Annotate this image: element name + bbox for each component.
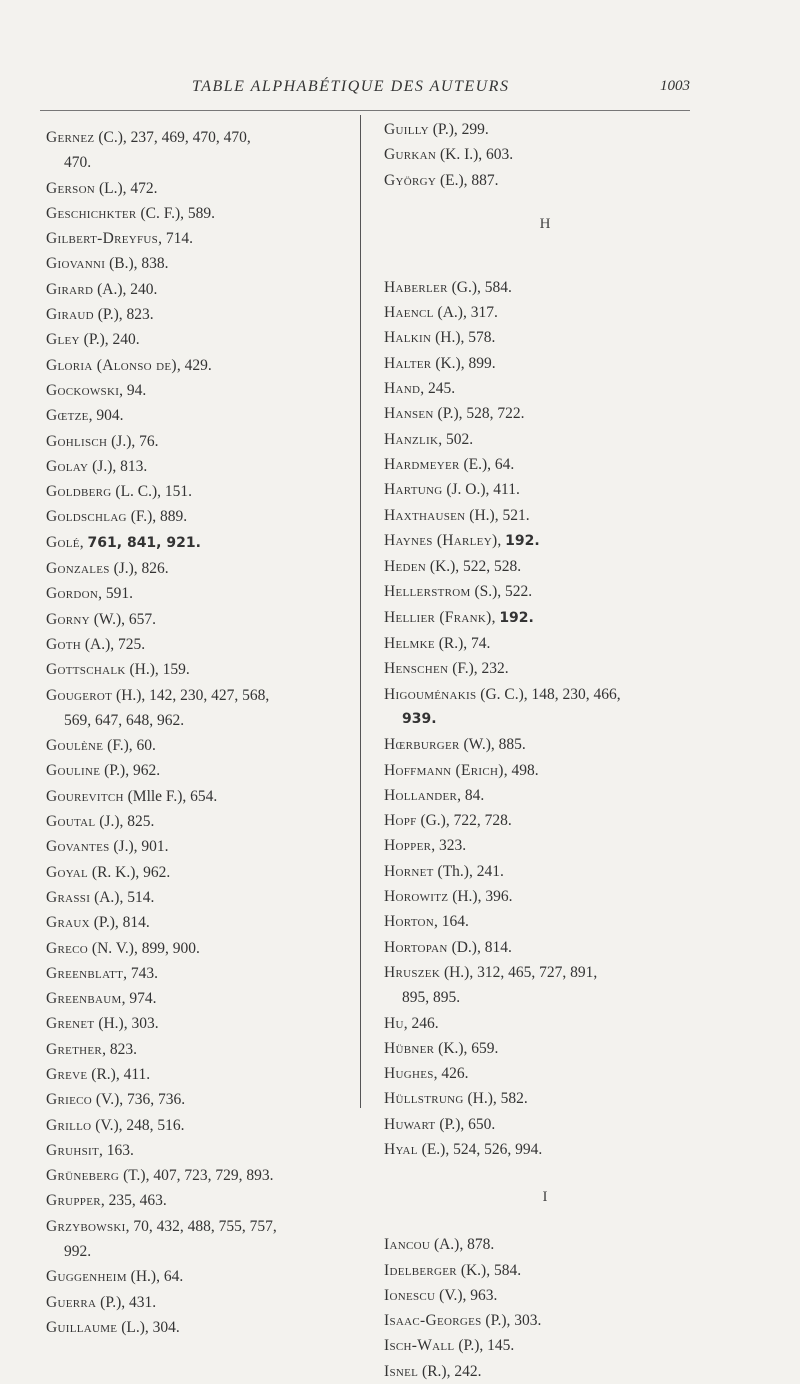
index-entry [384, 579, 706, 604]
bold-page-references: 761, 841, 921. [87, 534, 201, 551]
author-name: Hu [384, 1014, 404, 1032]
index-entry [384, 1061, 706, 1086]
page-references: (R. K.), 962. [88, 863, 171, 881]
author-name: Isch-Wall [384, 1337, 455, 1355]
author-name: György [384, 171, 437, 189]
index-entry [384, 427, 706, 452]
author-name: Gernez [46, 129, 95, 146]
page-references: (P.), 814. [89, 914, 150, 932]
page-references: (F.), 60. [103, 737, 156, 755]
index-entry [46, 125, 346, 176]
page-references: , 323. [431, 837, 467, 855]
page-references: (J.), 76. [107, 432, 159, 450]
left-column [46, 125, 346, 1340]
page-references: (P.), 650. [435, 1115, 496, 1133]
page-references: (E.), 64. [459, 455, 515, 473]
page-references: (P.), 145. [454, 1337, 515, 1355]
page-references: (V.), 963. [435, 1286, 498, 1304]
page-references: , [79, 533, 88, 551]
page-references: , 235, 463. [100, 1192, 167, 1210]
author-name: Isnel [384, 1362, 419, 1380]
page-references: (G.), 722, 728. [416, 812, 512, 830]
index-entry [384, 909, 706, 934]
author-name: Grieco [46, 1091, 92, 1109]
page-references: , 429. [176, 356, 212, 374]
author-name: Hopf [384, 812, 417, 830]
author-name: Haberler [384, 278, 448, 296]
index-entry [384, 859, 706, 884]
page-references: (F.), 232. [448, 660, 509, 678]
index-entry [384, 935, 706, 960]
index-entry [46, 327, 346, 352]
index-entry [384, 477, 706, 502]
index-entry [384, 503, 706, 528]
author-name: Helmke [384, 635, 435, 653]
page-references: (R.), 74. [434, 635, 491, 653]
continued-references: 895, 895. [402, 989, 461, 1007]
index-entry [46, 910, 346, 935]
index-entry [46, 1062, 346, 1087]
author-name: Hand [384, 380, 421, 398]
index-entry [46, 657, 346, 682]
page-references: (P.), 962. [100, 762, 161, 780]
author-name: Grupper [46, 1192, 101, 1210]
header-rule [40, 110, 690, 111]
page-references: (A.), 725. [81, 635, 146, 653]
author-name: Greenblatt [46, 964, 124, 982]
index-entry [46, 251, 346, 276]
index-entry [384, 682, 706, 733]
page-references: (Th.), 241. [433, 862, 504, 880]
i-entries [384, 1232, 706, 1384]
index-entry [46, 1290, 346, 1315]
index-entry [384, 168, 706, 193]
author-name: Gerson [46, 179, 96, 197]
author-name: Isaac-Georges [384, 1312, 482, 1330]
index-entry [46, 302, 346, 327]
author-name: Haynes (Harley) [384, 531, 498, 549]
author-name: Goyal [46, 863, 89, 881]
author-name: Girard [46, 280, 94, 298]
page-references: (A.), 317. [433, 304, 498, 322]
author-name: Hansen [384, 405, 434, 423]
g-entries-continued [384, 117, 706, 193]
page-references: (H.), 159. [125, 661, 190, 679]
index-entry [46, 556, 346, 581]
index-entry [46, 1011, 346, 1036]
page-references: (H.), 142, 230, 427, 568, [112, 686, 270, 704]
index-entry [46, 1214, 346, 1265]
index-entry [46, 1087, 346, 1112]
index-entry [46, 1188, 346, 1213]
author-name: Gordon [46, 585, 99, 603]
continued-references: 569, 647, 648, 962. [64, 711, 185, 729]
author-name: Halkin [384, 329, 432, 347]
index-entry [384, 401, 706, 426]
index-entry [46, 504, 346, 529]
author-name: Greenbaum [46, 990, 122, 1008]
author-name: Grether [46, 1040, 103, 1058]
index-entry [384, 732, 706, 757]
author-name: Greco [46, 939, 89, 957]
index-entry [46, 1163, 346, 1188]
author-name: Ionescu [384, 1286, 436, 1304]
author-name: Hollander [384, 786, 458, 804]
author-name: Haxthausen [384, 506, 466, 524]
page-references: , 84. [457, 786, 485, 804]
index-entry [46, 277, 346, 302]
author-name: Heden [384, 558, 427, 576]
index-entry [384, 452, 706, 477]
author-name: Hornet [384, 862, 434, 880]
index-entry [46, 581, 346, 606]
author-name: Giraud [46, 306, 94, 324]
index-entry [384, 1112, 706, 1137]
index-entry [384, 554, 706, 579]
index-entry [46, 176, 346, 201]
page-references: (J.), 813. [88, 457, 148, 475]
page-references: (P.), 528, 722. [433, 405, 525, 423]
author-name: Greve [46, 1065, 88, 1083]
index-entry [384, 300, 706, 325]
index-entry [46, 226, 346, 251]
author-name: Guerra [46, 1293, 97, 1311]
author-name: Goldberg [46, 483, 112, 501]
section-letter-i: I [542, 1189, 548, 1206]
author-name: Hruszek [384, 963, 441, 981]
page-references: (L.), 304. [117, 1318, 180, 1336]
author-name: Hübner [384, 1039, 435, 1057]
index-entry [384, 142, 706, 167]
author-name: Higouménakis [384, 685, 477, 703]
index-entry [384, 783, 706, 808]
page-references: , 94. [119, 381, 147, 399]
page-references: (P.), 823. [93, 306, 154, 324]
page-references: (G.), 584. [447, 278, 512, 296]
author-name: Golay [46, 457, 89, 475]
page-references: (Mlle F.), 654. [123, 787, 218, 805]
page-references: (R.), 242. [418, 1362, 482, 1380]
index-entry [384, 1086, 706, 1111]
page-references: (J.), 901. [109, 838, 169, 856]
page-references: (H.), 578. [431, 329, 496, 347]
author-name: Hœrburger [384, 736, 460, 754]
page-references: (A.), 240. [93, 280, 158, 298]
author-name: Goulène [46, 737, 104, 755]
index-entry [384, 117, 706, 142]
index-entry [46, 809, 346, 834]
page-references: (L.), 472. [95, 179, 158, 197]
index-entry [384, 1258, 706, 1283]
page-references: , 591. [98, 585, 133, 603]
index-entry [46, 607, 346, 632]
index-entry [46, 784, 346, 809]
page-references: (C. F.), 589. [136, 204, 215, 222]
page-references: (P.), 431. [96, 1293, 157, 1311]
index-entry [46, 986, 346, 1011]
index-entry [46, 378, 346, 403]
author-name: Hellier (Frank) [384, 608, 492, 626]
index-entry [384, 1036, 706, 1061]
bold-page-references: 192. [505, 532, 540, 549]
author-name: Goth [46, 635, 82, 653]
index-entry [384, 758, 706, 783]
author-name: Grassi [46, 888, 91, 906]
author-name: Guillaume [46, 1318, 118, 1336]
page-references: (H.), 582. [463, 1090, 528, 1108]
page-references: (B.), 838. [105, 255, 169, 273]
author-name: Gockowski [46, 381, 120, 399]
page-references: (H.), 312, 465, 727, 891, [440, 963, 598, 981]
index-entry [46, 632, 346, 657]
author-name: Hyal [384, 1140, 418, 1158]
index-entry [46, 1113, 346, 1138]
page-references: (J. O.), 411. [442, 481, 520, 499]
page-references: , 70, 432, 488, 755, 757, [125, 1217, 277, 1235]
index-entry [46, 530, 346, 556]
page-references: , 743. [123, 964, 159, 982]
author-name: Gottschalk [46, 661, 126, 679]
page-references: (V.), 736, 736. [92, 1091, 186, 1109]
author-name: Gilbert-Dreyfus [46, 230, 159, 248]
page-references: (F.), 889. [126, 508, 188, 526]
author-name: Grenet [46, 1015, 95, 1033]
page-references: (K.), 899. [431, 354, 496, 372]
author-name: Gœtze [46, 407, 89, 425]
index-entry [46, 353, 346, 378]
author-name: Gourevitch [46, 787, 124, 805]
index-entry [384, 275, 706, 300]
author-name: Giovanni [46, 255, 106, 273]
author-name: Huwart [384, 1115, 436, 1133]
page-references: (A.), 514. [90, 888, 155, 906]
right-column [384, 117, 706, 1384]
page-references: (E.), 887. [436, 171, 499, 189]
index-entry [46, 454, 346, 479]
bold-page-references: 192. [499, 609, 534, 626]
index-entry [46, 758, 346, 783]
index-entry [384, 528, 706, 554]
author-name: Gougerot [46, 686, 113, 704]
author-name: Grzybowski [46, 1217, 126, 1235]
index-entry [384, 1011, 706, 1036]
author-name: Grillo [46, 1116, 92, 1134]
page-references: (H.), 303. [94, 1015, 159, 1033]
author-name: Gruhsit [46, 1141, 100, 1159]
page-references: (W.), 885. [459, 736, 526, 754]
index-entry [46, 403, 346, 428]
index-entry [384, 808, 706, 833]
author-name: Gonzales [46, 560, 110, 578]
index-entry [384, 1137, 706, 1162]
index-entry [384, 351, 706, 376]
author-name: Gouline [46, 762, 101, 780]
author-name: Goldschlag [46, 508, 127, 526]
index-entry [384, 960, 706, 1011]
page-references: (H.), 64. [126, 1268, 184, 1286]
index-entry [384, 631, 706, 656]
author-name: Hoffmann (Erich) [384, 761, 504, 779]
page-references: (S.), 522. [470, 583, 533, 601]
author-name: Hortopan [384, 938, 448, 956]
author-name: Hellerstrom [384, 583, 471, 601]
index-entry [384, 605, 706, 631]
index-entry [384, 376, 706, 401]
page-references: , 163. [99, 1141, 134, 1159]
index-entry [384, 1333, 706, 1358]
index-entry [46, 860, 346, 885]
index-entry [384, 1283, 706, 1308]
author-name: Horton [384, 913, 435, 931]
page-references: , 164. [434, 913, 469, 931]
page-references: (D.), 814. [447, 938, 512, 956]
page-title: TABLE ALPHABÉTIQUE DES AUTEURS [192, 78, 510, 95]
index-entry [384, 1308, 706, 1333]
page-references: , 502. [438, 430, 474, 448]
index-entry [384, 833, 706, 858]
author-name: Hanzlik [384, 430, 439, 448]
index-entry [384, 325, 706, 350]
page-references: (L. C.), 151. [111, 483, 193, 501]
index-entry [384, 1359, 706, 1384]
running-header [40, 78, 690, 102]
author-name: Grüneberg [46, 1167, 120, 1185]
author-name: Iancou [384, 1236, 431, 1254]
page-number: 1003 [660, 78, 690, 94]
page-references: (J.), 825. [95, 813, 155, 831]
index-entry [46, 885, 346, 910]
author-name: Govantes [46, 838, 110, 856]
index-entry [46, 429, 346, 454]
author-name: Halter [384, 354, 432, 372]
page-references: , [491, 608, 500, 626]
page-references: (P.), 303. [481, 1312, 542, 1330]
index-entry [46, 1138, 346, 1163]
index-entry [46, 1264, 346, 1289]
author-name: Idelberger [384, 1261, 457, 1279]
page-references: , 714. [158, 230, 193, 248]
section-letter-h: H [539, 215, 551, 232]
page-references: (N. V.), 899, 900. [88, 939, 200, 957]
author-name: Graux [46, 914, 90, 932]
index-entry [46, 1037, 346, 1062]
index-entry [46, 834, 346, 859]
page-references: , 498. [503, 761, 539, 779]
author-name: Geschichkter [46, 204, 137, 222]
author-name: Hughes [384, 1065, 434, 1083]
page-references: , 974. [121, 990, 157, 1008]
page-references: (A.), 878. [430, 1236, 495, 1254]
index-entry [46, 201, 346, 226]
author-name: Gohlisch [46, 432, 108, 450]
author-name: Gurkan [384, 146, 437, 164]
page-references: (K.), 659. [434, 1039, 499, 1057]
page-references: (K. I.), 603. [436, 146, 514, 164]
page-references: (K.), 584. [456, 1261, 522, 1279]
page-references: (P.), 299. [428, 121, 489, 138]
page-references: , 246. [403, 1014, 439, 1032]
author-name: Goutal [46, 813, 96, 831]
author-name: Gloria (Alonso de) [46, 356, 177, 374]
author-name: Guggenheim [46, 1268, 127, 1286]
index-entry [46, 1315, 346, 1340]
index-entry [384, 1232, 706, 1257]
page-references: (T.), 407, 723, 729, 893. [119, 1167, 274, 1185]
author-name: Horowitz [384, 888, 449, 906]
page-references: (J.), 826. [109, 560, 169, 578]
author-name: Golé [46, 533, 80, 551]
page-references: , 245. [420, 380, 456, 398]
index-entry [384, 884, 706, 909]
index-entry [46, 936, 346, 961]
page-references: , [497, 531, 506, 549]
author-name: Gorny [46, 610, 90, 628]
page-references: (G. C.), 148, 230, 466, [476, 685, 621, 703]
author-name: Hopper [384, 837, 432, 855]
author-name: Hardmeyer [384, 455, 460, 473]
column-divider [360, 115, 361, 1108]
author-name: Henschen [384, 660, 449, 678]
author-name: Gley [46, 331, 80, 349]
page-references: (V.), 248, 516. [91, 1116, 185, 1134]
page-references: (K.), 522, 528. [426, 558, 522, 576]
page-references: (P.), 240. [79, 331, 140, 349]
h-entries [384, 275, 706, 1162]
continued-references: 992. [64, 1243, 92, 1261]
page-references: , 426. [433, 1065, 469, 1083]
index-entry [384, 656, 706, 681]
page-references: (R.), 411. [87, 1065, 151, 1083]
continued-bold-references: 939. [402, 710, 437, 727]
index-entry [46, 479, 346, 504]
continued-references: 470. [64, 154, 92, 172]
author-name: Hartung [384, 481, 443, 499]
author-name: Guilly [384, 121, 429, 138]
index-entry [46, 733, 346, 758]
page-references: (W.), 657. [89, 610, 157, 628]
page-references: (C.), 237, 469, 470, 470, [94, 129, 251, 146]
page-references: , 904. [88, 407, 124, 425]
index-entry [46, 961, 346, 986]
page-references: (H.), 396. [448, 888, 513, 906]
index-entry [46, 683, 346, 734]
page-references: , 823. [102, 1040, 137, 1058]
author-name: Haencl [384, 304, 434, 322]
author-name: Hüllstrung [384, 1090, 464, 1108]
page-references: (H.), 521. [465, 506, 530, 524]
page-references: (E.), 524, 526, 994. [417, 1140, 543, 1158]
